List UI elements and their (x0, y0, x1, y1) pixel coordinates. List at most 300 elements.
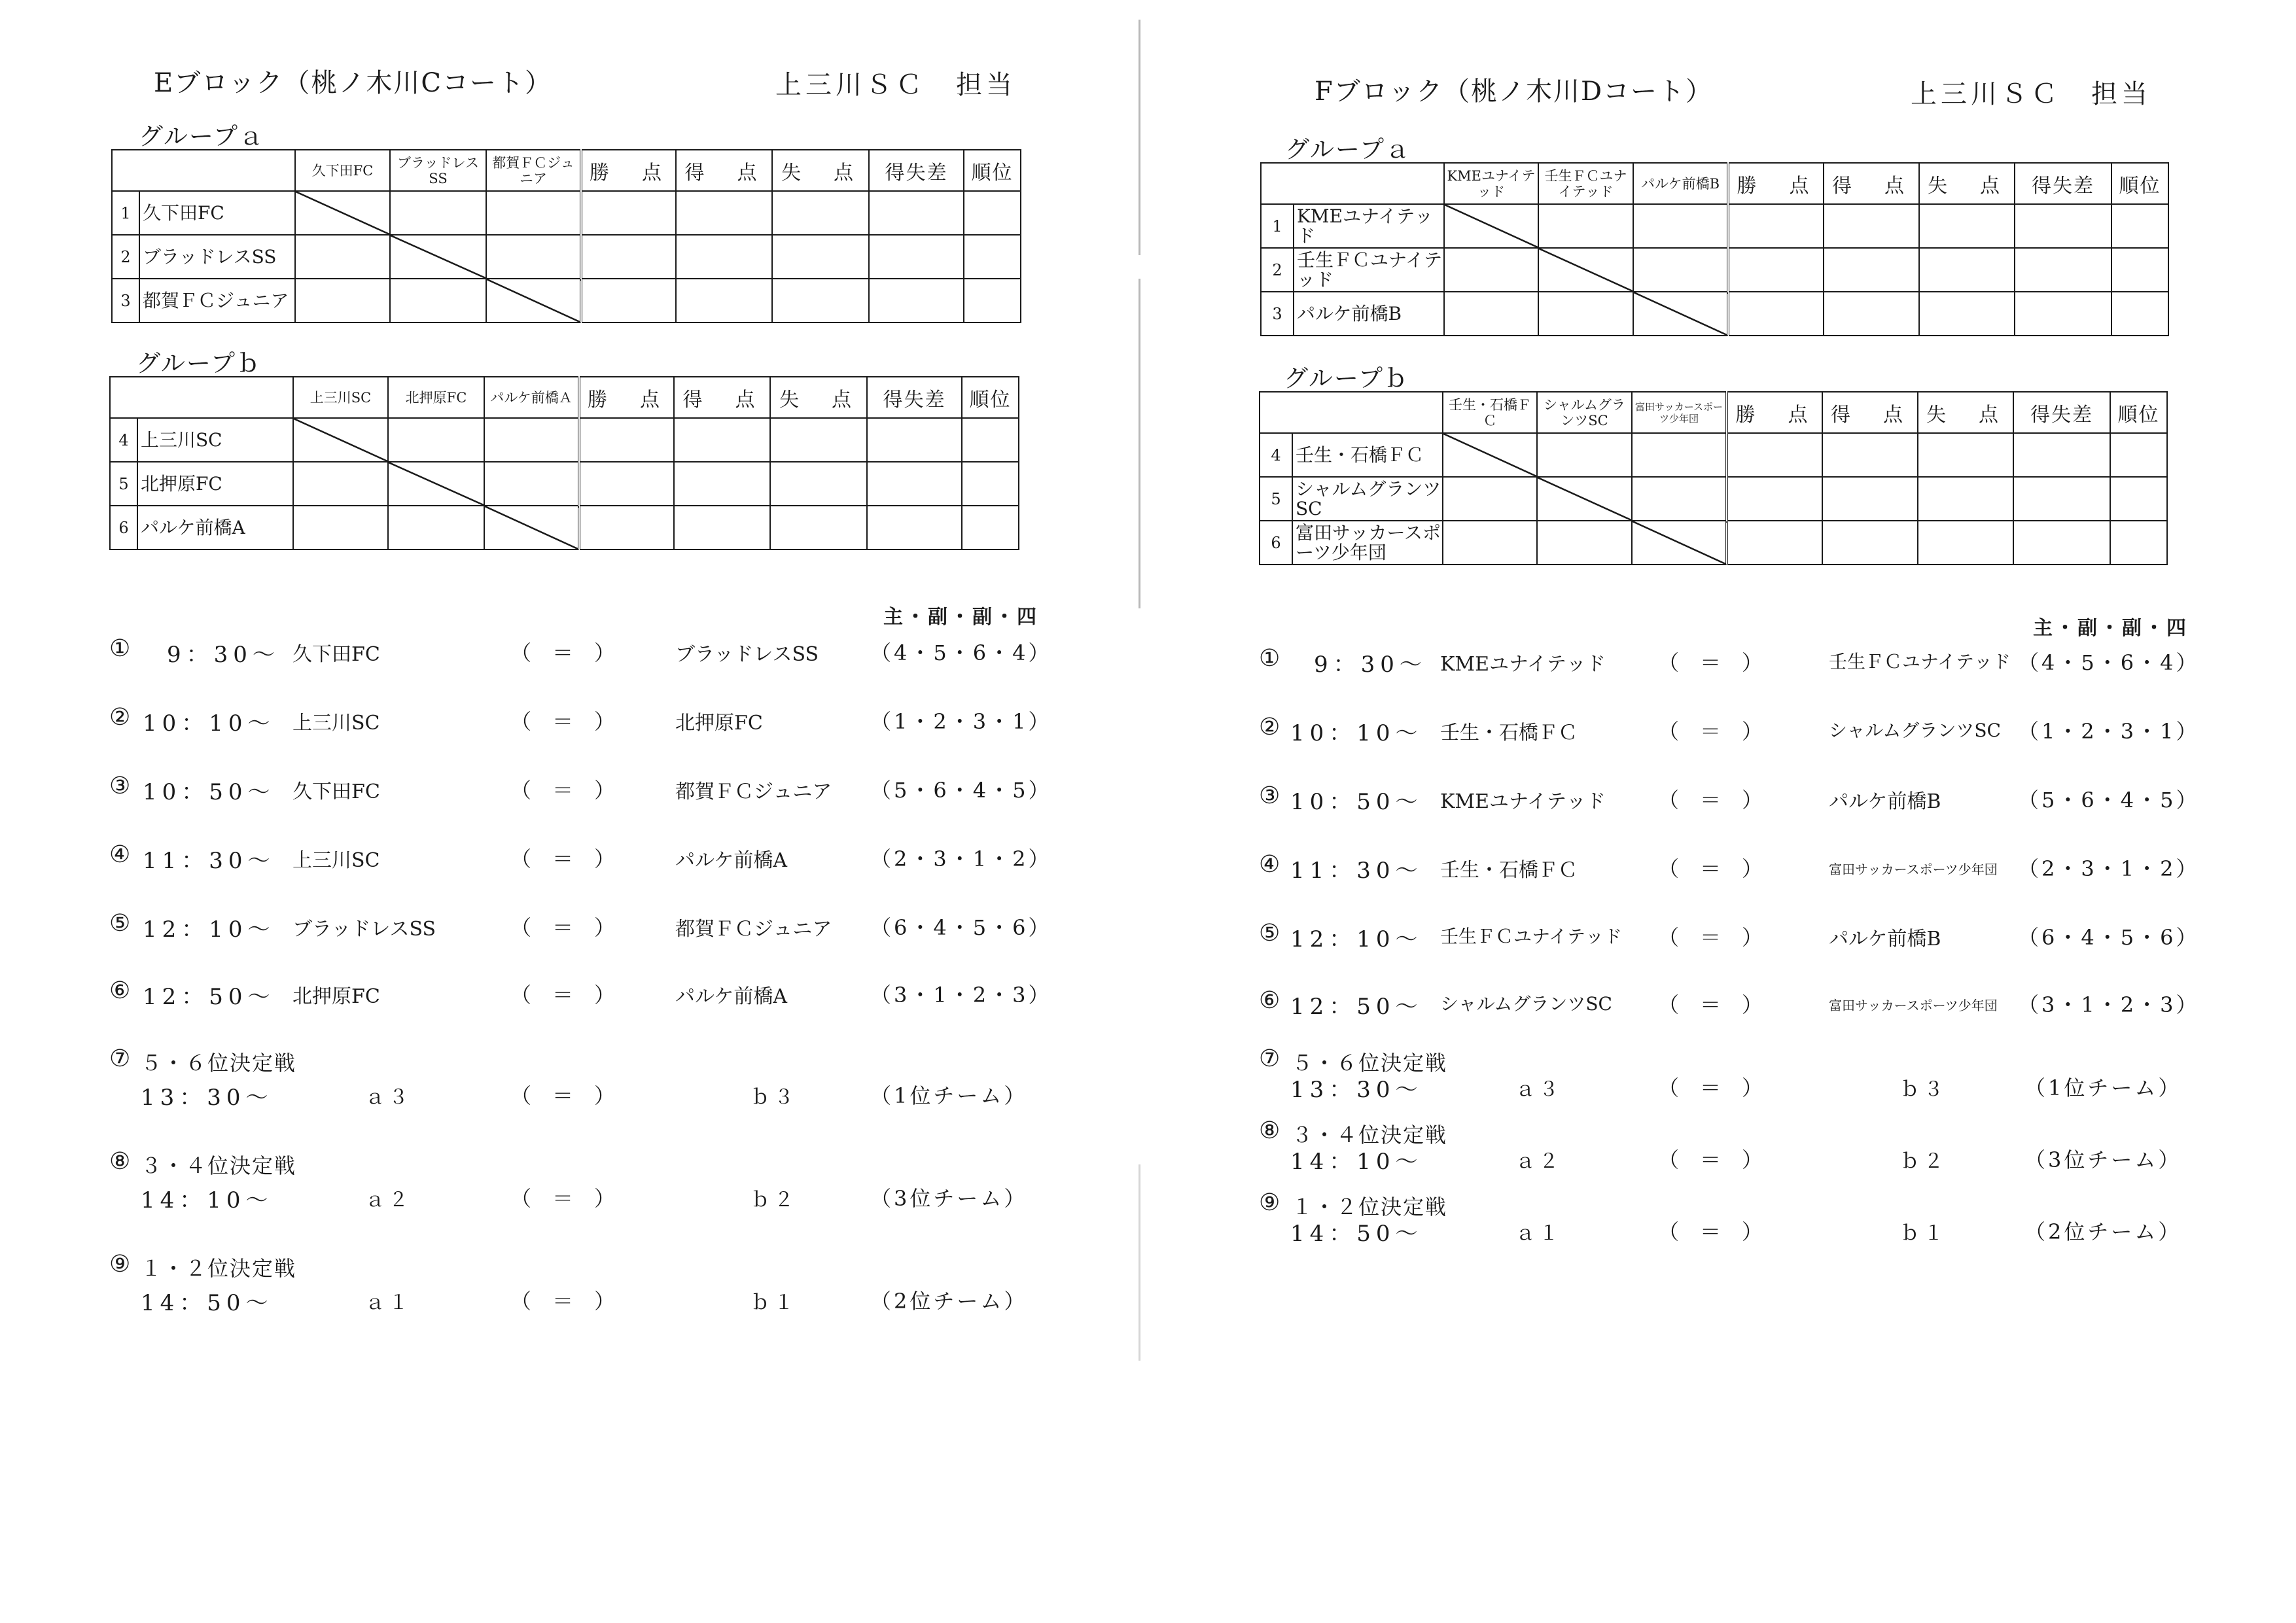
row-number: 1 (112, 191, 139, 235)
referee-assignment: （5・6・4・5） (870, 778, 1052, 803)
score-cell[interactable] (388, 506, 484, 550)
diagonal-cell (388, 462, 484, 506)
score-cell[interactable] (1632, 433, 1727, 477)
home-team: ブラッドレスSS (292, 918, 436, 941)
team-name: 都賀ＦＣジュニア (139, 279, 295, 323)
kickoff-time: 14：50～ (1290, 1221, 1423, 1247)
score-cell[interactable] (486, 191, 581, 235)
points-cell[interactable] (1728, 292, 1824, 336)
goal-diff-cell[interactable] (2015, 248, 2111, 292)
diagonal-cell (1444, 204, 1538, 248)
points-cell[interactable] (1727, 433, 1822, 477)
kickoff-time: 12：50～ (143, 984, 275, 1010)
rank-cell[interactable] (2111, 204, 2168, 248)
away-team: ｂ１ (751, 1291, 798, 1314)
match-label: ５・６位決定戦 (1292, 1051, 1448, 1075)
rank-cell[interactable] (964, 279, 1021, 323)
kickoff-time: 14：10～ (141, 1187, 274, 1213)
column-header-goals-against: 失 点 (1918, 392, 2013, 433)
match-row (0, 769, 1148, 834)
table-row (1261, 248, 2168, 292)
away-team: 富田サッカースポーツ少年団 (1829, 998, 1998, 1013)
goals-for-cell[interactable] (1824, 248, 1919, 292)
kickoff-time: 10：10～ (1290, 720, 1423, 746)
score-cell[interactable] (484, 462, 579, 506)
match-row (1148, 641, 2295, 707)
column-header-goals-for: 得 点 (1822, 392, 1918, 433)
diagonal-cell (390, 235, 486, 279)
score-cell[interactable] (390, 191, 486, 235)
match-number: ③ (1259, 782, 1280, 809)
goals-against-cell[interactable] (770, 418, 867, 462)
score-cell[interactable] (1444, 248, 1538, 292)
away-team: ｂ３ (751, 1086, 798, 1109)
rank-cell[interactable] (2110, 521, 2167, 565)
match-number: ⑥ (109, 977, 131, 1004)
away-team: パルケ前橋A (675, 985, 788, 1008)
block-title: Eブロック（桃ノ木川Cコート） (154, 68, 553, 98)
rank-cell[interactable] (2111, 248, 2168, 292)
kickoff-time: 10：10～ (143, 710, 275, 737)
referee-assignment: （4・5・6・4） (870, 640, 1052, 665)
goals-for-cell[interactable] (674, 506, 770, 550)
in-charge-label: 上三川ＳＣ 担当 (775, 70, 1016, 100)
points-cell[interactable] (1728, 204, 1824, 248)
home-team: ａ１ (365, 1291, 412, 1314)
match-row (1148, 983, 2295, 1049)
column-header-team: シャルムグランツSC (1537, 392, 1632, 433)
column-header-goal-diff: 得失差 (2015, 163, 2111, 204)
rank-cell[interactable] (962, 506, 1019, 550)
column-header-rank: 順位 (2110, 392, 2167, 433)
home-team: シャルムグランツSC (1440, 993, 1612, 1015)
home-team: ａ３ (365, 1086, 412, 1109)
table-row (1261, 204, 2168, 248)
score-cell[interactable] (1443, 477, 1537, 521)
goals-against-cell[interactable] (772, 279, 869, 323)
column-header-team: 壬生・石橋ＦＣ (1443, 392, 1537, 433)
match-number: ④ (109, 841, 131, 868)
kickoff-time: 9：30～ (1314, 652, 1427, 678)
team-name: 富田サッカースポーツ少年団 (1292, 521, 1443, 565)
match-number: ⑤ (1259, 920, 1280, 947)
kickoff-time: 9：30～ (167, 642, 280, 668)
match-number: ⑨ (109, 1251, 131, 1278)
column-header-goals-for: 得 点 (676, 150, 772, 191)
column-header-team: 壬生ＦＣユナイテッド (1538, 163, 1633, 204)
goals-against-cell[interactable] (772, 235, 869, 279)
group-a-table (111, 149, 1021, 323)
goals-for-cell[interactable] (1822, 521, 1918, 565)
score-cell[interactable] (1444, 292, 1538, 336)
goals-for-cell[interactable] (1824, 292, 1919, 336)
kickoff-time: 12：10～ (143, 916, 275, 943)
rank-cell[interactable] (2110, 477, 2167, 521)
goal-diff-cell[interactable] (869, 235, 964, 279)
goals-for-cell[interactable] (676, 191, 772, 235)
row-number: 5 (1260, 477, 1292, 521)
goal-diff-cell[interactable] (2013, 477, 2110, 521)
match-number: ⑨ (1259, 1189, 1280, 1216)
away-team: パルケ前橋A (675, 849, 788, 872)
score-cell[interactable] (1537, 521, 1632, 565)
match-row (1148, 1189, 2295, 1258)
score-placeholder[interactable]: （ ＝ ） (510, 1083, 616, 1108)
match-number: ④ (1259, 851, 1280, 878)
diagonal-cell (293, 418, 388, 462)
away-team: ブラッドレスSS (675, 643, 819, 666)
score-cell[interactable] (295, 279, 390, 323)
match-row (1148, 1117, 2295, 1186)
column-header-goals-for: 得 点 (674, 377, 770, 418)
row-number: 2 (112, 235, 139, 279)
goal-diff-cell[interactable] (867, 418, 962, 462)
goals-against-cell[interactable] (1919, 248, 2015, 292)
team-name: ブラッドレスSS (139, 235, 295, 279)
points-cell[interactable] (581, 235, 676, 279)
score-cell[interactable] (390, 279, 486, 323)
block-title: Fブロック（桃ノ木川Dコート） (1315, 77, 1714, 107)
group-a-label: グループａ (1285, 135, 1411, 164)
column-header-team: パルケ前橋B (1633, 163, 1728, 204)
rank-cell[interactable] (962, 462, 1019, 506)
table-row (1261, 292, 2168, 336)
score-placeholder[interactable]: （ ＝ ） (510, 1186, 616, 1211)
away-team: ｂ２ (1900, 1150, 1947, 1173)
column-header-goals-against: 失 点 (772, 150, 869, 191)
match-label: ５・６位決定戦 (141, 1051, 297, 1075)
goals-against-cell[interactable] (1918, 433, 2013, 477)
match-row (0, 1045, 1148, 1117)
column-header-team: ブラッドレスSS (390, 150, 486, 191)
goal-diff-cell[interactable] (2015, 204, 2111, 248)
goals-for-cell[interactable] (1824, 204, 1919, 248)
column-header-team: 上三川SC (293, 377, 388, 418)
match-row (1148, 778, 2295, 844)
match-label: ３・４位決定戦 (1292, 1123, 1448, 1147)
match-row (1148, 710, 2295, 775)
group-b-label: グループｂ (1284, 364, 1410, 393)
referee-assignment: （3・1・2・3） (870, 983, 1052, 1007)
score-placeholder[interactable]: （ ＝ ） (1658, 856, 1763, 881)
score-placeholder[interactable]: （ ＝ ） (1658, 1147, 1763, 1172)
home-team: 壬生・石橋ＦＣ (1440, 859, 1578, 882)
rank-cell[interactable] (964, 191, 1021, 235)
goal-diff-cell[interactable] (2013, 433, 2110, 477)
referee-assignment: （1位チーム） (2024, 1075, 2182, 1100)
kickoff-time: 12：10～ (1290, 926, 1423, 952)
match-number: ⑤ (109, 910, 131, 937)
score-cell[interactable] (1538, 204, 1633, 248)
row-number: 4 (1260, 433, 1292, 477)
match-row (0, 700, 1148, 765)
goals-for-cell[interactable] (1822, 477, 1918, 521)
points-cell[interactable] (579, 462, 674, 506)
away-team: 北押原FC (675, 712, 763, 735)
team-name: 久下田FC (139, 191, 295, 235)
goal-diff-cell[interactable] (869, 279, 964, 323)
goals-against-cell[interactable] (772, 191, 869, 235)
referee-roles-header: 主・副・副・四 (2033, 617, 2189, 640)
referee-assignment: （2位チーム） (870, 1289, 1028, 1314)
referee-assignment: （4・5・6・4） (2018, 650, 2200, 675)
goals-for-cell[interactable] (674, 418, 770, 462)
score-placeholder[interactable]: （ ＝ ） (510, 915, 616, 940)
match-label: １・２位決定戦 (141, 1256, 297, 1281)
column-header-points: 勝 点 (581, 150, 676, 191)
score-cell[interactable] (486, 235, 581, 279)
points-cell[interactable] (579, 506, 674, 550)
away-team: 富田サッカースポーツ少年団 (1829, 862, 1998, 877)
match-label: ３・４位決定戦 (141, 1153, 297, 1178)
team-name: 上三川SC (137, 418, 293, 462)
match-row (1148, 1045, 2295, 1114)
referee-assignment: （1・2・3・1） (870, 709, 1052, 734)
kickoff-time: 14：10～ (1290, 1149, 1423, 1175)
referee-roles-header: 主・副・副・四 (883, 606, 1039, 629)
table-row (112, 235, 1021, 279)
table-row (112, 191, 1021, 235)
match-row (1148, 847, 2295, 913)
referee-assignment: （5・6・4・5） (2018, 788, 2200, 812)
diagonal-cell (1633, 292, 1728, 336)
row-number: 3 (112, 279, 139, 323)
referee-assignment: （2位チーム） (2024, 1219, 2182, 1244)
home-team: 壬生ＦＣユナイテッド (1440, 926, 1623, 947)
column-header-goals-against: 失 点 (770, 377, 867, 418)
column-header-goal-diff: 得失差 (869, 150, 964, 191)
match-label: １・２位決定戦 (1292, 1195, 1448, 1219)
away-team: ｂ１ (1900, 1222, 1947, 1245)
row-number: 5 (110, 462, 137, 506)
group-b-table (109, 376, 1019, 550)
kickoff-time: 11：30～ (143, 848, 275, 874)
kickoff-time: 10：50～ (143, 779, 275, 805)
score-placeholder[interactable]: （ ＝ ） (510, 640, 616, 665)
table-corner-cell (1260, 392, 1443, 433)
points-cell[interactable] (581, 279, 676, 323)
match-row (0, 1251, 1148, 1323)
score-cell[interactable] (295, 235, 390, 279)
diagonal-cell (1632, 521, 1727, 565)
match-number: ① (1259, 645, 1280, 672)
table-row (112, 279, 1021, 323)
table-row (110, 506, 1019, 550)
home-team: ａ３ (1515, 1078, 1563, 1101)
team-name: パルケ前橋A (137, 506, 293, 550)
referee-assignment: （6・4・5・6） (870, 915, 1052, 940)
rank-cell[interactable] (964, 235, 1021, 279)
goals-for-cell[interactable] (676, 235, 772, 279)
column-header-team: 久下田FC (295, 150, 390, 191)
home-team: ａ１ (1515, 1222, 1563, 1245)
table-row (1260, 477, 2167, 521)
match-row (0, 837, 1148, 903)
team-name: 壬生ＦＣユナイテッド (1294, 248, 1444, 292)
team-name: 北押原FC (137, 462, 293, 506)
diagonal-cell (1537, 477, 1632, 521)
score-placeholder[interactable]: （ ＝ ） (1658, 1075, 1763, 1100)
referee-assignment: （1位チーム） (870, 1083, 1028, 1108)
in-charge-label: 上三川ＳＣ 担当 (1911, 79, 2151, 109)
diagonal-cell (486, 279, 581, 323)
group-b-label: グループｂ (136, 349, 262, 377)
score-cell[interactable] (1537, 433, 1632, 477)
column-header-rank: 順位 (2111, 163, 2168, 204)
goal-diff-cell[interactable] (867, 506, 962, 550)
home-team: ａ２ (365, 1189, 412, 1212)
home-team: 久下田FC (292, 643, 380, 666)
points-cell[interactable] (1727, 477, 1822, 521)
team-name: 壬生・石橋ＦＣ (1292, 433, 1443, 477)
score-cell[interactable] (1633, 248, 1728, 292)
diagonal-cell (1443, 433, 1537, 477)
away-team: シャルムグランツSC (1829, 720, 2001, 741)
goals-against-cell[interactable] (770, 506, 867, 550)
rank-cell[interactable] (2111, 292, 2168, 336)
column-header-team: KMEユナイテッド (1444, 163, 1538, 204)
column-header-points: 勝 点 (1728, 163, 1824, 204)
table-row (110, 462, 1019, 506)
rank-cell[interactable] (962, 418, 1019, 462)
kickoff-time: 13：30～ (1290, 1077, 1423, 1103)
home-team: KMEユナイテッド (1440, 790, 1606, 813)
row-number: 3 (1261, 292, 1294, 336)
group-a-table (1260, 162, 2169, 336)
kickoff-time: 10：50～ (1290, 789, 1423, 815)
table-row (1260, 433, 2167, 477)
match-number: ⑥ (1259, 987, 1280, 1014)
column-header-goals-against: 失 点 (1919, 163, 2015, 204)
referee-assignment: （2・3・1・2） (870, 846, 1052, 871)
score-cell[interactable] (1538, 292, 1633, 336)
team-name: KMEユナイテッド (1294, 204, 1444, 248)
score-placeholder[interactable]: （ ＝ ） (1658, 1219, 1763, 1244)
points-cell[interactable] (1728, 248, 1824, 292)
home-team: 北押原FC (292, 985, 380, 1008)
score-cell[interactable] (293, 506, 388, 550)
match-number: ⑧ (109, 1148, 131, 1175)
kickoff-time: 11：30～ (1290, 858, 1423, 884)
table-row (110, 418, 1019, 462)
score-cell[interactable] (484, 418, 579, 462)
match-row (0, 973, 1148, 1039)
table-corner-cell (1261, 163, 1444, 204)
match-number: ② (1259, 714, 1280, 741)
referee-assignment: （3位チーム） (2024, 1147, 2182, 1172)
score-cell[interactable] (388, 418, 484, 462)
row-number: 4 (110, 418, 137, 462)
match-number: ⑦ (1259, 1045, 1280, 1072)
goal-diff-cell[interactable] (2013, 521, 2110, 565)
column-header-team: 都賀ＦＣジュニア (486, 150, 581, 191)
table-row (1260, 521, 2167, 565)
column-header-rank: 順位 (962, 377, 1019, 418)
away-team: パルケ前橋B (1829, 928, 1941, 951)
goal-diff-cell[interactable] (869, 191, 964, 235)
goals-for-cell[interactable] (676, 279, 772, 323)
diagonal-cell (1538, 248, 1633, 292)
score-placeholder[interactable]: （ ＝ ） (510, 778, 616, 803)
score-placeholder[interactable]: （ ＝ ） (510, 983, 616, 1007)
referee-assignment: （2・3・1・2） (2018, 856, 2200, 881)
goal-diff-cell[interactable] (2015, 292, 2111, 336)
goals-against-cell[interactable] (1918, 477, 2013, 521)
column-header-rank: 順位 (964, 150, 1021, 191)
match-number: ⑧ (1259, 1117, 1280, 1144)
home-team: ａ２ (1515, 1150, 1563, 1173)
referee-assignment: （1・2・3・1） (2018, 719, 2200, 744)
goals-against-cell[interactable] (1919, 292, 2015, 336)
goals-against-cell[interactable] (1918, 521, 2013, 565)
diagonal-cell (295, 191, 390, 235)
column-header-points: 勝 点 (579, 377, 674, 418)
away-team: 壬生ＦＣユナイテッド (1829, 651, 2011, 672)
match-row (0, 906, 1148, 971)
kickoff-time: 13：30～ (141, 1085, 274, 1111)
block-f-page (1148, 0, 2295, 1623)
rank-cell[interactable] (2110, 433, 2167, 477)
score-placeholder[interactable]: （ ＝ ） (510, 846, 616, 871)
goals-for-cell[interactable] (674, 462, 770, 506)
score-placeholder[interactable]: （ ＝ ） (1658, 992, 1763, 1017)
home-team: 上三川SC (292, 849, 380, 872)
home-team: 上三川SC (292, 712, 380, 735)
away-team: 都賀ＦＣジュニア (675, 918, 832, 941)
score-placeholder[interactable]: （ ＝ ） (510, 1289, 616, 1314)
column-header-goal-diff: 得失差 (867, 377, 962, 418)
column-header-team: パルケ前橋Ａ (484, 377, 579, 418)
score-cell[interactable] (1633, 204, 1728, 248)
home-team: 久下田FC (292, 780, 380, 803)
score-cell[interactable] (1443, 521, 1537, 565)
team-name: シャルムグランツSC (1292, 477, 1443, 521)
column-header-team: 北押原FC (388, 377, 484, 418)
row-number: 1 (1261, 204, 1294, 248)
referee-assignment: （6・4・5・6） (2018, 925, 2200, 950)
referee-assignment: （3位チーム） (870, 1186, 1028, 1211)
score-cell[interactable] (293, 462, 388, 506)
score-cell[interactable] (1632, 477, 1727, 521)
away-team: パルケ前橋B (1829, 790, 1941, 813)
score-placeholder[interactable]: （ ＝ ） (1658, 719, 1763, 744)
score-placeholder[interactable]: （ ＝ ） (1658, 925, 1763, 950)
match-number: ③ (109, 773, 131, 799)
diagonal-cell (484, 506, 579, 550)
points-cell[interactable] (581, 191, 676, 235)
match-number: ② (109, 704, 131, 731)
team-name: パルケ前橋B (1294, 292, 1444, 336)
kickoff-time: 12：50～ (1290, 994, 1423, 1020)
table-corner-cell (112, 150, 295, 191)
points-cell[interactable] (1727, 521, 1822, 565)
away-team: ｂ２ (751, 1189, 798, 1212)
points-cell[interactable] (579, 418, 674, 462)
column-header-team: 富田サッカースポーツ少年団 (1632, 392, 1727, 433)
row-number: 2 (1261, 248, 1294, 292)
score-placeholder[interactable]: （ ＝ ） (510, 709, 616, 734)
goals-against-cell[interactable] (1919, 204, 2015, 248)
home-team: 壬生・石橋ＦＣ (1440, 722, 1578, 744)
table-corner-cell (110, 377, 293, 418)
goals-for-cell[interactable] (1822, 433, 1918, 477)
goals-against-cell[interactable] (770, 462, 867, 506)
referee-assignment: （3・1・2・3） (2018, 992, 2200, 1017)
goal-diff-cell[interactable] (867, 462, 962, 506)
score-placeholder[interactable]: （ ＝ ） (1658, 788, 1763, 812)
score-placeholder[interactable]: （ ＝ ） (1658, 650, 1763, 675)
row-number: 6 (110, 506, 137, 550)
